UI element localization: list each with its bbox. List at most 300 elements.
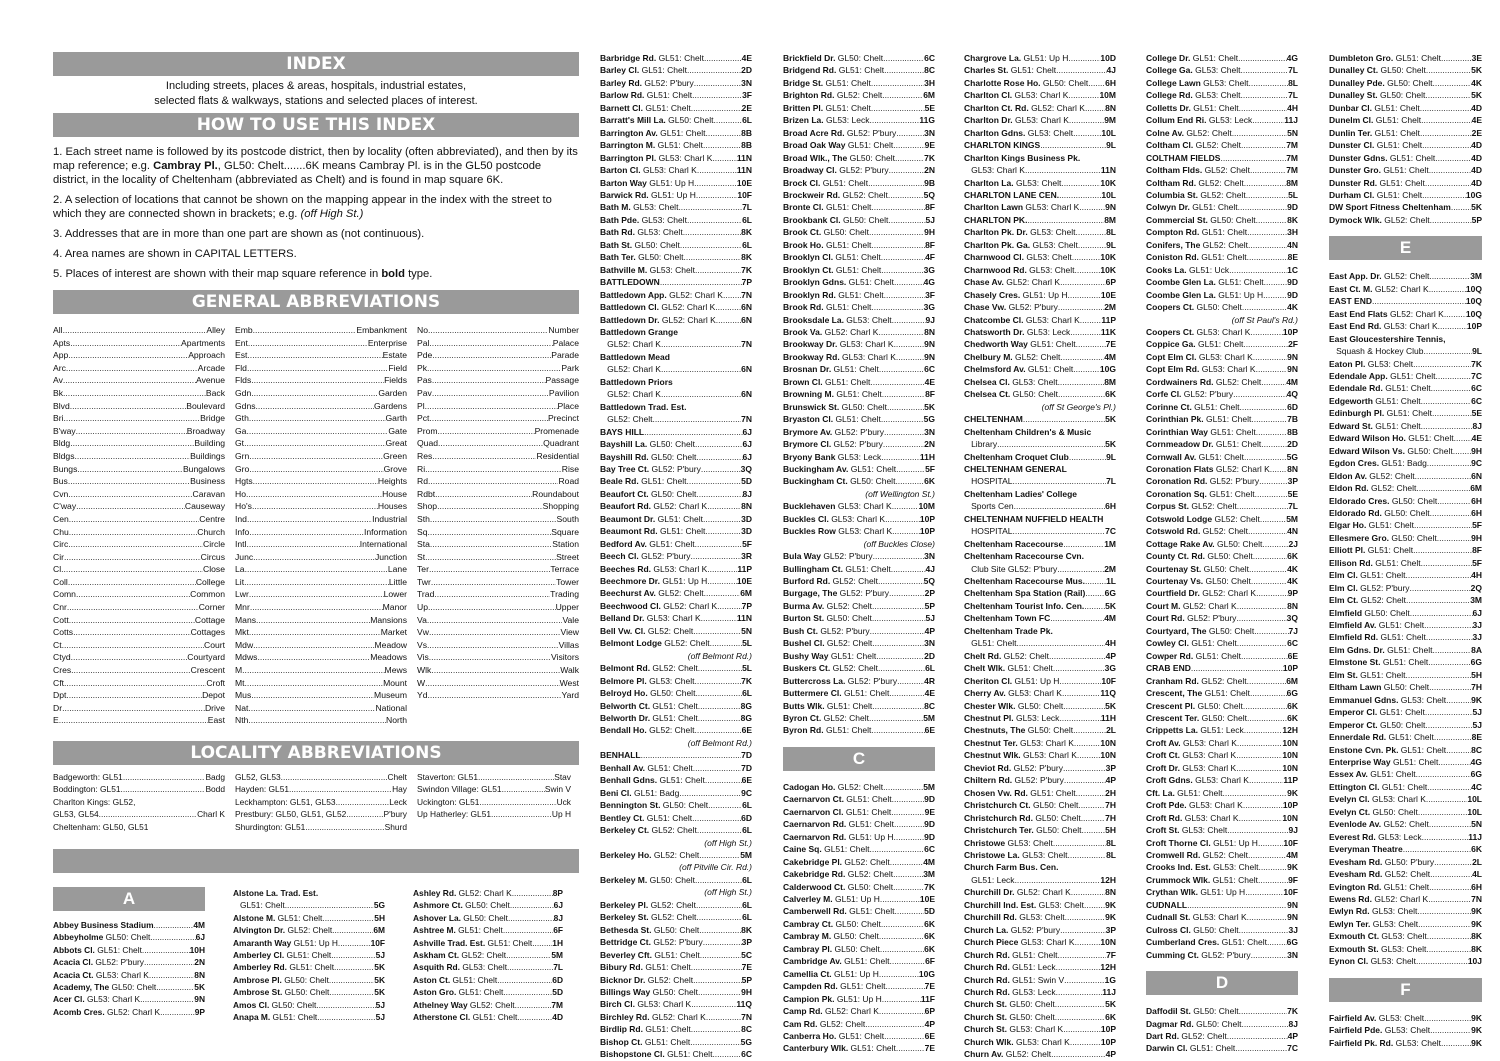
index-note: (off Belmont Rd.) [687,737,752,748]
index-entry: Chelsea Cl. GL53: Chelt ..... 8M [964,376,1116,388]
index-entry: BAYS HILL ..... 6J [600,426,752,438]
abbreviation-row: Mans ..... Mansions [235,614,407,627]
index-entry: EAST END ..... 10Q [1329,295,1482,307]
abbreviation-row: Flds ..... Fields [235,374,407,387]
index-entry: Brock Cl. GL51: Chelt ..... 9B [783,177,935,189]
index-entry: Dart Rd. GL52: Chelt ..... 4P [1146,1030,1298,1042]
index-entry: County Ct. Rd. GL50: Chelt ..... 6K [1146,550,1298,562]
index-entry: Cheltenham Racecourse Mus. ..... 1L [964,575,1116,587]
abbreviation-row: Pas ..... Passage [417,374,579,387]
index-entry: Enterprise Way GL51: Chelt ..... 4G [1329,756,1482,768]
index-entry: East Ct. M. GL52: Charl K ..... 10Q [1329,283,1482,295]
index-entry: Brickfield Dr. GL50: Chelt ..... 6C [783,52,935,64]
index-entry: Amaranth Way GL51: Up H ..... 10F [233,937,385,949]
index-entry: College Ga. GL53: Chelt ..... 7L [1146,64,1298,76]
index-entry: Elmfield GL50: Chelt ..... 6J [1329,607,1482,619]
index-entry: Elm St. GL51: Chelt ..... 5H [1329,669,1482,681]
index-entry: Academy, The GL50: Chelt ..... 5K [53,981,205,993]
index-entry: Daffodil St. GL50: Chelt ..... 7K [1146,1005,1298,1017]
abbreviation-row: Nat ..... National [235,702,407,715]
how-paragraph: 5. Places of interest are shown with their map square reference in bold type. [53,268,433,280]
index-entry: Beaufort Rd. GL52: Charl K ..... 8N [600,500,752,512]
index-entry: Chestnut Pl. GL53: Leck ..... 11H [964,712,1116,724]
index-entry: Church St. GL50: Chelt ..... 6K [964,1011,1116,1023]
index-entry: Exmouth St. GL53: Chelt ..... 8K [1329,943,1482,955]
index-entry: Brown Cl. GL51: Chelt ..... 4E [783,376,935,388]
index-column [1146,52,1298,1055]
index-entry: Dunster Gdns. GL51: Chelt ..... 4D [1329,152,1482,164]
abbreviation-row: Cotts ..... Cottages [53,626,225,639]
index-entry: Belworth Dr. GL51: Chelt ..... 8G [600,712,752,724]
index-entry: Camellia Ct. GL51: Up H ..... 10G [783,968,935,980]
index-entry: Beaufort Ct. GL50: Chelt ..... 8J [600,488,752,500]
index-entry: Everest Rd. GL53: Leck ..... 11J [1329,831,1482,843]
abbreviation-row: Mdw ..... Meadow [235,639,407,652]
index-entry: Colne Av. GL52: Chelt ..... 5N [1146,127,1298,139]
index-entry: Dunster Gro. GL51: Chelt ..... 4D [1329,164,1482,176]
abbreviation-row: Comn ..... Common [53,588,225,601]
index-entry: Club Site GL52: P'bury ..... 2M [964,563,1116,575]
index-entry: Eynon Cl. GL53: Chelt ..... 10J [1329,955,1482,967]
index-entry: Christchurch Ter. GL50: Chelt ..... 5H [964,824,1116,836]
abbreviation-row: Circ ..... Circle [53,538,225,551]
index-entry: Burma Av. GL52: Chelt ..... 5P [783,600,935,612]
how-paragraph: 2. A selection of locations that cannot be shown on the mapping appear in the index with the street to which they are connected shown in brackets; e.g. (off High St.) [53,194,552,220]
index-entry: Barnett Cl. GL51: Chelt ..... 2E [600,102,752,114]
index-entry: Barrington Av. GL51: Chelt ..... 8B [600,127,752,139]
index-entry: Asquith Rd. GL53: Chelt ..... 7L [413,961,563,973]
index-entry: Chestnut Wlk. GL53: Charl K ..... 10N [964,749,1116,761]
index-entry: Crummock Wlk. GL51: Chelt ..... 9F [1146,874,1298,886]
locality-row: Leckhampton: GL51, GL53 ..... Leck [235,796,407,808]
index-entry: Eldon Rd. GL52: Chelt ..... 6M [1329,482,1482,494]
index-note: (off Wellington St.) [865,488,935,499]
general-abbreviations-table [53,324,579,727]
abbreviation-row: Cnr ..... Corner [53,601,225,614]
index-entry: Cheltenham Croquet Club ..... 9L [964,451,1116,463]
abbreviation-row: Wlk ..... Walk [417,664,579,677]
abbreviation-row: Pde ..... Parade [417,349,579,362]
index-entry: Corinthian Way GL51: Chelt ..... 8B [1146,426,1298,438]
index-entry: Chatsworth Dr. GL53: Leck ..... 11K [964,326,1116,338]
index-entry: Charnwood Cl. GL53: Chelt ..... 10K [964,251,1116,263]
abbreviation-row: Vw ..... View [417,626,579,639]
abbreviation-row: Twr ..... Tower [417,576,579,589]
abbreviation-row: Cen ..... Centre [53,513,225,526]
index-entry: Coronation Sq. GL51: Chelt ..... 5E [1146,488,1298,500]
abbreviation-row: Gro ..... Grove [235,463,407,476]
abbreviation-row: All ..... Alley [53,324,225,337]
index-entry: Bayshill Rd. GL50: Chelt ..... 6J [600,451,752,463]
index-entry-heading: Cheltenham Children's & Music [964,426,1092,437]
index-entry: Corinne Ct. GL51: Chelt ..... 6D [1146,401,1298,413]
index-entry: Elliott Pl. GL51: Chelt ..... 8F [1329,544,1482,556]
abbreviation-row: Gdns ..... Gardens [235,400,407,413]
index-entry-heading: Cheltenham Trade Pk. [964,625,1053,636]
index-entry: Commercial St. GL50: Chelt ..... 8K [1146,214,1298,226]
index-entry: Edward Wilson Ho. GL51: Chelt ..... 4E [1329,432,1482,444]
index-entry: Essex Av. GL51: Chelt ..... 6G [1329,768,1482,780]
index-entry: Buckles Cl. GL53: Charl K ..... 10P [783,513,935,525]
index-entry: Fairfield Pde. GL53: Chelt ..... 9K [1329,1024,1482,1036]
index-entry: Bath Pde. GL53: Chelt ..... 6L [600,214,752,226]
index-entry: Dymock Wlk. GL52: Chelt ..... 5P [1329,214,1482,226]
index-entry: Berkeley St. GL52: Chelt ..... 6L [600,911,752,923]
index-entry: Coopers Ct. GL50: Chelt ..... 4K [1146,301,1298,313]
index-entry: Bucklehaven GL53: Charl K ..... 10M [783,500,935,512]
index-entry: Edward St. GL51: Chelt ..... 8J [1329,420,1482,432]
index-entry: Cheltenham Racecourse ..... 1M [964,538,1116,550]
index-entry: Croft St. GL53: Chelt ..... 9J [1146,824,1298,836]
abbreviation-row: La ..... Lane [235,563,407,576]
index-entry: Brooklyn Cl. GL51: Chelt ..... 4F [783,251,935,263]
index-entry: Broad Oak Way GL51: Chelt ..... 9E [783,139,935,151]
index-note: (off Buckles Close) [863,538,935,549]
index-entry: Bicknor Dr. GL52: Chelt ..... 5P [600,974,752,986]
index-entry: Elgar Ho. GL51: Chelt ..... 5F [1329,519,1482,531]
locality-row: Swindon Village: GL51 ..... Swin V [417,783,571,795]
index-entry: Berkeley M. GL50: Chelt ..... 6L [600,874,752,886]
index-entry: Camberwell Rd. GL51: Chelt ..... 5D [783,905,935,917]
index-entry: Cowley Cl. GL51: Chelt ..... 6C [1146,637,1298,649]
index-entry: Croft Av. GL53: Charl K ..... 10N [1146,737,1298,749]
index-entry: Eaton Pl. GL53: Chelt ..... 7K [1329,358,1482,370]
index-entry: Coppice Ga. GL51: Chelt ..... 2F [1146,338,1298,350]
index-entry: Emperor Cl. GL51: Chelt ..... 5J [1329,706,1482,718]
abbreviation-row: No ..... Number [417,324,579,337]
index-entry: Crooks Ind. Est. GL53: Chelt ..... 9K [1146,861,1298,873]
index-entry: CUDNALL ..... 9N [1146,899,1298,911]
abbreviation-row: Shop ..... Shopping [417,500,579,513]
index-entry: Brockweir Rd. GL52: Chelt ..... 5Q [783,189,935,201]
index-entry: GL51: Chelt ..... 5G [233,899,385,911]
index-entry: Caine Sq. GL51: Chelt ..... 6C [783,843,935,855]
index-entry: Coopers Ct. GL53: Charl K ..... 10P [1146,326,1298,338]
abbreviation-row: Ind ..... Industrial [235,513,407,526]
index-note: (off St Paul's Rd.) [1231,314,1298,325]
index-entry: Crescent, The GL51: Chelt ..... 6G [1146,687,1298,699]
index-entry: Ewlyn Ter. GL53: Chelt ..... 9K [1329,918,1482,930]
index-entry: Corpus St. GL52: Chelt ..... 7L [1146,500,1298,512]
index-entry: Berkeley Pl. GL52: Chelt ..... 6L [600,899,752,911]
index-entry: Crippetts La. GL51: Leck ..... 12H [1146,724,1298,736]
index-entry: Evesham Rd. GL52: Chelt ..... 4L [1329,868,1482,880]
abbreviation-row: Intl ..... International [235,538,407,551]
index-entry: Cherry Av. GL53: Charl K ..... 11Q [964,687,1116,699]
index-entry: College Dr. GL51: Chelt ..... 4G [1146,52,1298,64]
abbreviation-row: Pct ..... Precinct [417,412,579,425]
index-entry: Church Piece GL53: Charl K ..... 10N [964,936,1116,948]
abbreviation-row: Pk ..... Park [417,362,579,375]
index-entry: Church Rd. GL53: Leck ..... 11J [964,986,1116,998]
index-entry: Beech Cl. GL52: P'bury ..... 3R [600,550,752,562]
locality-row: Charlton Kings: GL52, [53,796,136,807]
index-entry: Cotswold Lodge GL52: Chelt ..... 5M [1146,513,1298,525]
index-entry: Berkeley Ct. GL52: Chelt ..... 6L [600,824,752,836]
abbreviation-row: Dpt ..... Depot [53,689,225,702]
index-entry: Court Rd. GL52: P'bury ..... 3Q [1146,612,1298,624]
index-entry: Belland Dr. GL53: Charl K ..... 11N [600,612,752,624]
index-entry: Bath M. GL53: Chelt ..... 7L [600,201,752,213]
index-entry: Crescent Pl. GL50: Chelt ..... 6K [1146,700,1298,712]
index-entry: Atherstone Cl. GL51: Chelt ..... 4D [413,1011,563,1023]
index-entry: Brookway Dr. GL53: Charl K ..... 9N [783,338,935,350]
index-entry: Cambridge Av. GL51: Chelt ..... 6F [783,955,935,967]
index-entry: GL53: Charl K ..... 11N [964,164,1116,176]
abbreviation-row: St ..... Street [417,551,579,564]
letter-heading-a: A [53,887,205,911]
index-entry: Bishopstone Cl. GL51: Chelt ..... 6C [600,1048,752,1060]
index-entry: Cottage Rake Av. GL50: Chelt ..... 2J [1146,538,1298,550]
index-entry: Brooklyn Gdns. GL51: Chelt ..... 4G [783,276,935,288]
locality-row: Cheltenham: GL50, GL51 [53,821,149,832]
index-entry: Charlotte Rose Ho. GL50: Chelt ..... 6H [964,77,1116,89]
index-entry: Court M. GL52: Charl K ..... 8N [1146,600,1298,612]
index-entry: Beechwood Cl. GL52: Charl K ..... 7P [600,600,752,612]
index-entry: Cheltenham Spa Station (Rail) ..... 6G [964,587,1116,599]
index-entry: Edgeworth GL51: Chelt ..... 6C [1329,395,1482,407]
index-entry: Charlton Gdns. GL53: Chelt ..... 10L [964,127,1116,139]
letter-heading-f: F [1329,978,1482,1002]
index-entry: Byron Ct. GL52: Chelt ..... 5M [783,712,935,724]
index-entry: CRAB END ..... 10P [1146,662,1298,674]
how-to-use-text [53,145,579,281]
index-entry: Bath St. GL50: Chelt ..... 6L [600,239,752,251]
abbreviation-row: Pl ..... Place [417,400,579,413]
index-entry: Charlton La. GL53: Chelt ..... 10K [964,177,1116,189]
index-entry: Barley Cl. GL51: Chelt ..... 2D [600,64,752,76]
index-entry: Calverley M. GL51: Up H ..... 10E [783,893,935,905]
index-entry: Anapa M. GL51: Chelt ..... 5J [233,1011,385,1023]
index-entry: Ashville Trad. Est. GL51: Chelt ..... 1H [413,937,563,949]
index-entry: Ewens Rd. GL52: Charl K ..... 7N [1329,893,1482,905]
index-entry: Askham Ct. GL52: Chelt ..... 5M [413,949,563,961]
index-entry: CHARLTON PK. ..... 8M [964,214,1116,226]
index-entry: Chasely Cres. GL51: Up H ..... 10E [964,289,1116,301]
index-entry: Squash & Hockey Club ..... 9L [1329,345,1482,357]
index-entry: Browning M. GL51: Chelt ..... 8F [783,388,935,400]
letter-heading-e: E [1329,236,1482,260]
index-entry-heading: Cheltenham Racecourse Cvn. [964,551,1084,562]
index-entry: Churchill Dr. GL52: Charl K ..... 8N [964,886,1116,898]
index-entry: Dunalley Pde. GL50: Chelt ..... 4K [1329,77,1482,89]
index-intro: Including streets, places & areas, hospitals, industrial estates, selected flats & walkways, stations and selected places of interest. [154,80,478,107]
index-entry: Evelyn Cl. GL53: Charl K ..... 10L [1329,793,1482,805]
index-entry: Barratt's Mill La. GL50: Chelt ..... 6L [600,114,752,126]
index-entry: Elm Ct. GL52: Chelt ..... 3M [1329,594,1482,606]
index-entry: Chestnut Ter. GL53: Charl K ..... 10N [964,737,1116,749]
abbreviation-row: Arc ..... Arcade [53,362,225,375]
letter-heading-d: D [1146,971,1298,995]
abbreviation-row: Fld ..... Field [235,362,407,375]
index-entry: Churchill Rd. GL53: Chelt ..... 9K [964,911,1116,923]
index-entry: Edinburgh Pl. GL51: Chelt ..... 5E [1329,407,1482,419]
index-entry: Berkeley Ho. GL52: Chelt ..... 5M [600,849,752,861]
index-entry: Brookbank Cl. GL50: Chelt ..... 5J [783,214,935,226]
index-entry: Bethesda St. GL50: Chelt ..... 8K [600,924,752,936]
abbreviation-row: Cft ..... Croft [53,677,225,690]
index-entry: Coombe Glen La. GL51: Chelt ..... 9D [1146,276,1298,288]
index-entry: Brook Ho. GL51: Chelt ..... 8F [783,239,935,251]
locality-row: Shurdington: GL51 ..... Shurd [235,821,407,833]
index-entry: Dagmar Rd. GL50: Chelt ..... 8J [1146,1018,1298,1030]
index-entry: Colletts Dr. GL51: Chelt ..... 4H [1146,102,1298,114]
index-entry: Everyman Theatre ..... 6K [1329,843,1482,855]
abbreviation-row: Av ..... Avenue [53,374,225,387]
index-entry: Cheltenham Town FC ..... 4M [964,612,1116,624]
index-entry: Bathville M. GL53: Chelt ..... 7K [600,264,752,276]
index-entry: Croft Pde. GL53: Charl K ..... 10P [1146,799,1298,811]
index-entry: Barley Rd. GL52: P'bury ..... 3N [600,77,752,89]
index-entry: Benhall Gdns. GL51: Chelt ..... 6E [600,774,752,786]
abbreviation-row: Rdbt ..... Roundabout [417,488,579,501]
index-entry: Burton St. GL50: Chelt ..... 5J [783,612,935,624]
index-column [964,52,1116,1061]
index-entry: Ambrose St. GL50: Chelt ..... 5K [233,986,385,998]
index-entry: Canterbury Wlk. GL51: Chelt ..... 7E [783,1042,935,1054]
abbreviation-row: Va ..... Vale [417,614,579,627]
index-entry: BATTLEDOWN ..... 7P [600,276,752,288]
index-entry: GL51: Chelt ..... 4H [964,637,1116,649]
index-entry: Burgage, The GL52: P'bury ..... 2P [783,587,935,599]
index-note: (off St George's Pl.) [1041,401,1116,412]
index-entry: Ennerdale Rd. GL51: Chelt ..... 8E [1329,731,1482,743]
index-entry: CHELTENHAM ..... 5K [964,413,1116,425]
abbreviation-row: Bldgs ..... Buildings [53,450,225,463]
index-column [1329,52,1482,1049]
index-entry: Chatcombe Cl. GL53: Charl K ..... 11P [964,314,1116,326]
index-entry: Bridge St. GL51: Chelt ..... 3H [783,77,935,89]
abbreviation-row: Bus ..... Business [53,475,225,488]
index-entry: Buckingham Ct. GL50: Chelt ..... 6K [783,475,935,487]
index-entry: Eldorado Cres. GL50: Chelt ..... 6H [1329,495,1482,507]
index-entry: Barton Way GL51: Up H ..... 10E [600,177,752,189]
index-entry: Cornmeadow Dr. GL51: Chelt ..... 2D [1146,438,1298,450]
index-entry: Cheviot Rd. GL52: P'bury ..... 3P [964,762,1116,774]
index-entry: Ashover La. GL50: Chelt ..... 8J [413,912,563,924]
index-entry: Amos Cl. GL50: Chelt ..... 5J [233,999,385,1011]
abbreviation-row: B'way ..... Broadway [53,425,225,438]
index-entry: Beeches Rd. GL53: Charl K ..... 11P [600,563,752,575]
abbreviation-row: Dr ..... Drive [53,702,225,715]
abbreviation-row: Ga ..... Gate [235,425,407,438]
index-entry: Enstone Cvn. Pk. GL51: Chelt ..... 8C [1329,744,1482,756]
index-entry: CHARLTON KINGS ..... 9L [964,139,1116,151]
index-entry: Charlton Cl. GL53: Charl K ..... 10M [964,89,1116,101]
index-entry: GL52: Chelt ..... 7N [600,413,752,425]
abbreviation-row: Cvn ..... Caravan [53,488,225,501]
index-entry: Caernarvon Rd. GL51: Up H ..... 9D [783,831,935,843]
locality-abbreviations-title: LOCALITY ABBREVIATIONS [53,741,579,765]
index-entry: Buskers Ct. GL52: Chelt ..... 6L [783,662,935,674]
index-entry: Cakebridge Rd. GL52: Chelt ..... 3M [783,868,935,880]
index-entry: Bush Ct. GL52: P'bury ..... 4P [783,625,935,637]
abbreviation-row: Ctyd ..... Courtyard [53,651,225,664]
index-entry: Christowe GL53: Chelt ..... 8L [964,837,1116,849]
index-entry: Brighton Rd. GL52: Chelt ..... 6M [783,89,935,101]
index-entry: Brymore Cl. GL52: P'bury ..... 2N [783,438,935,450]
index-entry: Ambrose Pl. GL50: Chelt ..... 5K [233,974,385,986]
index-entry: Cambray Ct. GL50: Chelt ..... 6K [783,918,935,930]
index-entry: Ashley Rd. GL52: Charl K ..... 8P [413,887,563,899]
index-entry: Beni Cl. GL51: Badg ..... 9C [600,787,752,799]
index-entry: Caernarvon Rd. GL51: Chelt ..... 9D [783,818,935,830]
index-entry: Coltham Flds. GL52: Chelt ..... 7M [1146,164,1298,176]
locality-row: Staverton: GL51 ..... Stav [417,771,571,783]
abbreviation-row: Ri ..... Rise [417,463,579,476]
index-entry: Fairfield Pk. Rd. GL53: Chelt ..... 9K [1329,1037,1482,1049]
index-entry: Belworth Ct. GL51: Chelt ..... 8G [600,700,752,712]
index-entry: Cam Rd. GL52: Chelt ..... 4P [783,1018,935,1030]
index-entry: Benhall Av. GL51: Chelt ..... 7D [600,762,752,774]
index-entry: Canberra Ho. GL51: Chelt ..... 6E [783,1030,935,1042]
index-entry: Chelsea Ct. GL50: Chelt ..... 6K [964,388,1116,400]
index-entry: Chelt Rd. GL52: Chelt ..... 4P [964,650,1116,662]
locality-row: GL52, GL53 ..... Chelt [235,771,407,783]
locality-row: Prestbury: GL50, GL51, GL52 ..... P'bury [235,808,407,820]
index-entry: Library ..... 5K [964,438,1116,450]
index-note: (off Pitville Cir. Rd.) [679,862,752,873]
index-entry: Culross Cl. GL50: Chelt ..... 3J [1146,924,1298,936]
index-entry: GL51: Leck ..... 12H [964,874,1116,886]
index-entry: Billings Way GL50: Chelt ..... 9H [600,986,752,998]
index-entry: BENHALL ..... 7D [600,749,752,761]
index-entry: Coronation Flats GL52: Charl K ..... 8N [1146,463,1298,475]
letter-heading-c: C [783,747,935,771]
index-entry: College Rd. GL53: Chelt ..... 7L [1146,89,1298,101]
abbreviation-row: Ho's ..... Houses [235,500,407,513]
abbreviation-row: Mnr ..... Manor [235,601,407,614]
index-title: INDEX [53,52,579,76]
how-paragraph: 1. Each street name is followed by its postcode district, then by locality (often abbreviated), and then by its map reference; e.g. Cambray Pl., GL50: Chelt.......6K means Cambray Pl. is in the GL50 postcode district, in the locality of Cheltenham (abbreviated as Chelt) and is found in map square 6K. [53,146,578,186]
index-entry: Cumming Ct. GL52: P'bury ..... 3N [1146,949,1298,961]
index-entry: Beaumont Dr. GL51: Chelt ..... 3D [600,513,752,525]
index-entry: Brook Rd. GL51: Chelt ..... 3G [783,301,935,313]
abbreviation-row: Rd ..... Road [417,475,579,488]
abbreviation-row: Chu ..... Church [53,526,225,539]
index-entry: Campden Rd. GL51: Chelt ..... 7E [783,980,935,992]
index-entry: Bullingham Ct. GL51: Chelt ..... 4J [783,563,935,575]
how-paragraph: 4. Area names are shown in CAPITAL LETTERS. [53,248,297,260]
abbreviation-row: Pav ..... Pavilion [417,387,579,400]
abbreviation-row: Gdn ..... Garden [235,387,407,400]
abbreviation-row: Info ..... Information [235,526,407,539]
abbreviation-row: Gt ..... Great [235,437,407,450]
index-entry: Bushy Way GL51: Chelt ..... 2D [783,650,935,662]
index-entry: Elm Gdns. Dr. GL51: Chelt ..... 8A [1329,644,1482,656]
abbreviation-row: Prom ..... Promenade [417,425,579,438]
abbreviation-row: Res ..... Residential [417,450,579,463]
index-entry: Bula Way GL52: P'bury ..... 3N [783,550,935,562]
index-entry: Columbia St. GL52: Chelt ..... 5L [1146,189,1298,201]
index-entry: Cakebridge Pl. GL52: Chelt ..... 4M [783,856,935,868]
index-entry-heading: Battledown Grange [600,326,678,337]
locality-row: Boddington: GL51 ..... Bodd [53,783,225,795]
index-note: (off High St.) [704,837,752,848]
index-entry: Ashtree M. GL51: Chelt ..... 6F [413,924,563,936]
abbreviation-row: Mdws ..... Meadows [235,651,407,664]
index-entry: Elm Cl. GL51: Chelt ..... 4H [1329,569,1482,581]
index-entry: Elm Cl. GL52: P'bury ..... 2Q [1329,582,1482,594]
index-entry: Bay Tree Ct. GL52: P'bury ..... 3Q [600,463,752,475]
index-entry: Beechmore Dr. GL51: Up H ..... 10E [600,575,752,587]
index-entry: Charlton Ct. Rd. GL52: Charl K ..... 8N [964,102,1116,114]
index-entry: Brymore Av. GL52: P'bury ..... 3N [783,426,935,438]
index-entry: Sports Cen. ..... 6H [964,500,1116,512]
index-entry-heading: CHELTENHAM NUFFIELD HEALTH [964,513,1104,524]
index-entry: Ettington Cl. GL51: Chelt ..... 4C [1329,781,1482,793]
index-entry: Cadogan Ho. GL52: Chelt ..... 5M [783,781,935,793]
